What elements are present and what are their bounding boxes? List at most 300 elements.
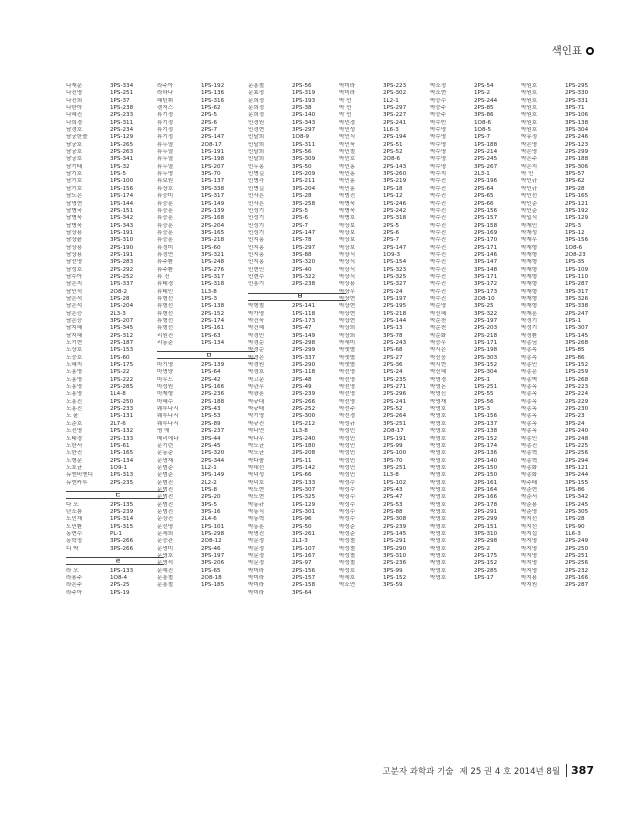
paper-code: 2PS-52 (383, 406, 403, 413)
index-entry (339, 134, 443, 141)
author-name: 남은승 (66, 318, 83, 324)
author-name: 박유정 (521, 134, 538, 141)
author-name: 박재형 (521, 303, 538, 310)
paper-code: 1PS-188 (474, 141, 498, 148)
author-name: 박영호 (430, 575, 447, 582)
author-name: 마혜수 (157, 398, 174, 405)
index-column (339, 83, 443, 590)
index-entry (430, 362, 534, 369)
paper-code: 2PS-1 (474, 376, 491, 383)
author-name: 류정미 (157, 244, 174, 251)
paper-code: 2PS-264 (383, 413, 407, 420)
index-entry (248, 560, 352, 567)
index-entry (248, 428, 352, 435)
index-entry (66, 443, 170, 450)
paper-code: 2PS-5 (201, 112, 218, 119)
author-name: 박준용 (521, 501, 538, 508)
index-entry (430, 553, 534, 560)
author-name: 박형철 (248, 303, 265, 310)
paper-code: 2PS-170 (474, 237, 498, 244)
index-entry (157, 428, 261, 435)
index-entry (248, 436, 352, 443)
paper-code: 2PS-141 (292, 303, 316, 310)
author-name: 박성철 (339, 560, 356, 567)
paper-code: 2PS-164 (474, 486, 498, 493)
author-name: 박수진 (430, 193, 447, 200)
paper-code: 2PS-302 (383, 90, 407, 97)
paper-code: 3PS-290 (383, 545, 407, 552)
paper-code: 2PS-134 (110, 457, 134, 464)
author-name: 박민홍 (339, 185, 356, 192)
author-name: 박원호 (521, 127, 538, 134)
author-name: 박상현 (339, 295, 356, 302)
index-entry (339, 340, 443, 347)
author-name: 박선주 (339, 406, 356, 413)
paper-code: 1PS-53 (201, 413, 221, 420)
author-name: 박상식 (339, 273, 356, 280)
index-entry (66, 90, 170, 97)
index-entry (66, 289, 170, 296)
paper-code: 3PS-59 (383, 582, 403, 589)
index-entry (521, 112, 622, 119)
author-name: 박영호 (430, 560, 447, 567)
author-name: 박신웅 (430, 354, 447, 361)
index-entry (430, 568, 534, 575)
author-name: 박재형 (521, 259, 538, 266)
author-name: 박상우 (339, 288, 356, 295)
author-name: 박종혁 (521, 450, 538, 457)
index-entry (66, 230, 170, 237)
index-entry (66, 582, 170, 589)
index-entry (157, 384, 261, 391)
author-name: 박종혁 (521, 457, 538, 464)
author-name: 박영호 (430, 479, 447, 486)
index-entry (430, 230, 534, 237)
paper-code: 2PS-166 (474, 494, 498, 501)
index-entry (157, 318, 261, 325)
index-entry (430, 193, 534, 200)
paper-code: 3PS-338 (565, 303, 589, 310)
paper-code: 1PS-165 (565, 193, 589, 200)
author-name: 민흥기 (248, 281, 265, 288)
index-entry (157, 186, 261, 193)
author-name: 박민식 (339, 134, 356, 141)
index-entry (157, 340, 261, 347)
paper-code: 2PS-135 (110, 501, 134, 508)
index-entry (66, 223, 170, 230)
paper-code: 3PS-149 (292, 332, 316, 339)
author-name: 박원호 (521, 119, 538, 126)
paper-code: 2PS-263 (110, 149, 134, 156)
index-entry (157, 325, 261, 332)
author-name: 박가영 (248, 310, 265, 317)
paper-code: 1PS-12 (383, 193, 403, 200)
index-entry (430, 105, 534, 112)
author-name: 남기호 (66, 178, 83, 185)
index-entry (430, 142, 534, 149)
author-name: 박종화 (521, 464, 538, 471)
index-entry (66, 362, 170, 369)
index-entry (157, 267, 261, 274)
paper-code: 1PS-28 (292, 193, 312, 200)
index-entry (430, 421, 534, 428)
author-index-grid (66, 83, 602, 751)
index-entry (521, 399, 622, 406)
index-entry (430, 538, 534, 545)
paper-code: 1PS-2 (474, 90, 491, 97)
author-name: 박성민 (339, 450, 356, 457)
paper-code: 1PS-5 (110, 171, 127, 178)
paper-code: 2PS-285 (474, 567, 498, 574)
author-name: 박노균 (248, 450, 265, 457)
index-entry (430, 134, 534, 141)
index-entry (430, 303, 534, 310)
author-name: 박새미 (339, 340, 356, 347)
author-name: 노승호 (66, 354, 83, 361)
index-entry (339, 296, 443, 303)
author-name: 문흥철 (157, 582, 174, 589)
author-name: 문범준 (157, 472, 174, 479)
author-name: 박성수 (339, 516, 356, 523)
index-entry (521, 223, 622, 230)
author-name: 박영호 (430, 530, 447, 537)
paper-code: 2PS-252 (110, 273, 134, 280)
index-entry (157, 472, 261, 479)
author-name: 동학정 (66, 538, 83, 545)
author-name: 박경호 (248, 369, 265, 376)
index-entry (339, 472, 443, 479)
paper-code: 2PS-208 (292, 450, 316, 457)
author-name: 박규태 (248, 406, 265, 413)
paper-code: 3PS-147 (474, 259, 498, 266)
author-name: 박성호 (339, 567, 356, 574)
author-name: 박문정 (248, 538, 265, 545)
paper-code: 1PS-7 (474, 134, 491, 141)
paper-code: 3PS-64 (292, 589, 312, 596)
paper-code: 1PS-298 (201, 530, 225, 537)
author-name: 박영호 (430, 472, 447, 479)
author-name: 박지용 (521, 575, 538, 582)
index-entry (339, 494, 443, 501)
paper-code: 1PS-251 (474, 384, 498, 391)
paper-code: 2PS-97 (292, 560, 312, 567)
index-entry (66, 134, 170, 141)
author-name: 민현수 (248, 273, 265, 280)
paper-code: 3PS-251 (383, 464, 407, 471)
author-name: 박시현 (430, 362, 447, 369)
index-entry (521, 267, 622, 274)
paper-code: 2PS-140 (474, 457, 498, 464)
index-entry (521, 156, 622, 163)
author-name: 노태경 (66, 435, 83, 442)
index-entry (521, 436, 622, 443)
index-entry (339, 377, 443, 384)
author-name: 박도현 (248, 494, 265, 501)
paper-code: 3PS-173 (474, 288, 498, 295)
paper-code: 1PS-342 (110, 215, 134, 222)
index-entry (157, 252, 261, 259)
paper-code: 1PS-37 (110, 97, 130, 104)
paper-code: 2PS-233 (110, 406, 134, 413)
author-name: 박상현 (339, 303, 356, 310)
author-name: 노진영 (66, 428, 83, 435)
paper-code: 2PS-133 (110, 435, 134, 442)
index-entry (430, 318, 534, 325)
author-name: 박준현 (521, 486, 538, 493)
paper-code: 2PS-89 (201, 420, 221, 427)
paper-code: 2PS-156 (474, 207, 498, 214)
index-entry (430, 560, 534, 567)
author-name: 민경원 (248, 119, 265, 126)
index-entry (339, 413, 443, 420)
index-entry (521, 458, 622, 465)
index-entry (66, 112, 170, 119)
paper-code: 1PS-218 (383, 310, 407, 317)
paper-code: 2PS-133 (292, 479, 316, 486)
index-entry (66, 149, 170, 156)
paper-code: 1PS-192 (201, 83, 225, 89)
author-name: 박영호 (430, 567, 447, 574)
index-entry (248, 516, 352, 523)
paper-code: 2PS-25 (110, 582, 130, 589)
index-entry (66, 384, 170, 391)
paper-code: 2PS-178 (474, 501, 498, 508)
author-name: 뉴엔비엔디 (66, 472, 94, 479)
index-entry (157, 458, 261, 465)
author-name: 류승훈 (157, 200, 174, 207)
paper-code: 2PS-137 (474, 420, 498, 427)
index-entry (430, 413, 534, 420)
index-entry (66, 105, 170, 112)
paper-code: 3PS-218 (201, 237, 225, 244)
index-entry (430, 325, 534, 332)
paper-code: 2PS-218 (474, 332, 498, 339)
author-name: 박순천 (430, 318, 447, 324)
paper-code: 2PS-86 (565, 354, 585, 361)
index-entry (248, 134, 352, 141)
page-number: 387 (566, 764, 594, 777)
index-entry (521, 502, 622, 509)
author-name: 박종목 (521, 347, 538, 354)
paper-code: 2PS-196 (474, 178, 498, 185)
paper-code: 2PS-245 (474, 156, 498, 163)
paper-code: 1PS-259 (565, 369, 589, 376)
paper-code: 1PS-60 (110, 354, 130, 361)
index-entry (339, 421, 443, 428)
author-name: 박정기 (521, 325, 538, 332)
author-name: 박상식 (339, 251, 356, 258)
paper-code: 2PS-49 (292, 384, 312, 391)
paper-code: 2O8-18 (201, 575, 222, 582)
paper-code: 2PS-249 (565, 538, 589, 545)
paper-code: 2PS-7 (201, 127, 218, 134)
paper-code: 3PS-258 (292, 200, 316, 207)
author-name: 문희정 (248, 97, 265, 104)
paper-code: 2PS-204 (201, 222, 225, 229)
paper-code: 1PS-131 (110, 413, 134, 420)
author-name: 박영호 (430, 428, 447, 435)
paper-code: 1PS-222 (110, 376, 134, 383)
paper-code: 1PS-317 (201, 273, 225, 280)
paper-code: 3PS-322 (292, 273, 316, 280)
paper-code: 1PS-109 (565, 266, 589, 273)
index-entry (521, 83, 622, 90)
paper-code: 2PS-5 (383, 222, 400, 229)
paper-code: 1PS-24 (383, 369, 403, 376)
paper-code: 1PS-101 (201, 523, 225, 530)
author-name: 박성수 (339, 501, 356, 508)
author-name: 박선영 (339, 369, 356, 376)
index-entry (430, 450, 534, 457)
paper-code: 1PS-295 (565, 83, 589, 89)
index-entry (157, 443, 261, 450)
paper-code: 1PS-191 (110, 229, 134, 236)
author-name: 노한서 (66, 442, 83, 449)
author-name: 박종목 (521, 354, 538, 361)
author-name: 박경순 (248, 347, 265, 354)
author-name: 박영호 (430, 442, 447, 449)
index-entry (521, 90, 622, 97)
author-name: 박수진 (430, 229, 447, 236)
paper-code: 3PS-152 (474, 362, 498, 369)
paper-code: 2PS-43 (201, 406, 221, 413)
author-name: 문희정 (248, 105, 265, 112)
index-entry (157, 201, 261, 208)
index-entry (248, 509, 352, 516)
author-name: 박성수 (339, 494, 356, 501)
index-entry (248, 538, 352, 545)
index-entry (66, 436, 170, 443)
author-name: 박경순 (248, 340, 265, 347)
author-name: 다 오 (66, 501, 79, 508)
author-name: 남병욱 (66, 215, 83, 222)
paper-code: 1PS-197 (383, 295, 407, 302)
paper-code: 1PS-342 (565, 494, 589, 501)
paper-code: 2PS-56 (292, 83, 312, 89)
author-name: 박재훈 (521, 310, 538, 317)
index-entry (66, 333, 170, 340)
paper-code: 3PS-148 (474, 266, 498, 273)
author-name: 문범준 (157, 464, 174, 471)
author-name: 남기호 (66, 171, 83, 178)
paper-code: 2PS-52 (383, 149, 403, 156)
author-name: 박수진 (430, 200, 447, 207)
author-name: 박 민 (339, 112, 352, 119)
paper-code: 1PS-307 (565, 325, 589, 332)
index-entry (521, 134, 622, 141)
paper-code: 1PS-1 (565, 318, 582, 324)
author-name: 박수영 (430, 149, 447, 156)
author-name: 박다솔 (248, 457, 265, 464)
paper-code: 2PS-188 (201, 398, 225, 405)
paper-code: 2PS-168 (201, 215, 225, 222)
author-name: 박소정 (430, 83, 447, 89)
paper-code: 2PS-47 (383, 494, 403, 501)
author-name: 노준호 (66, 420, 83, 427)
paper-code: 1PS-250 (110, 398, 134, 405)
index-entry (157, 487, 261, 494)
index-entry (248, 281, 352, 288)
author-name: 박지선 (521, 523, 538, 530)
paper-code: 2PS-56 (474, 398, 494, 405)
paper-code: 1PS-65 (201, 567, 221, 574)
paper-code: 2PS-214 (474, 149, 498, 156)
paper-code: 3PS-227 (383, 112, 407, 119)
index-entry (66, 391, 170, 398)
index-entry (521, 377, 622, 384)
author-name: 박승주 (430, 112, 447, 119)
author-name: 박동혁 (248, 516, 265, 523)
author-name: 박종옥 (521, 420, 538, 427)
author-name: 박상식 (339, 266, 356, 273)
paper-code: 2PS-236 (201, 391, 225, 398)
paper-code: 2PS-151 (474, 523, 498, 530)
index-entry (430, 171, 534, 178)
paper-code: 1PS-35 (565, 259, 585, 266)
index-entry (339, 347, 443, 354)
author-name: 박지섭 (521, 530, 538, 537)
index-column (521, 83, 622, 590)
index-entry (430, 237, 534, 244)
index-entry (339, 524, 443, 531)
author-name: 류두열 (157, 149, 174, 156)
author-name: 박 민 (339, 105, 352, 112)
index-entry (521, 333, 622, 340)
author-name: 박종옥 (521, 428, 538, 435)
index-entry (157, 98, 261, 105)
index-entry (248, 458, 352, 465)
paper-code: 1PS-132 (110, 428, 134, 435)
author-name: 박준영 (521, 508, 538, 515)
index-entry (339, 406, 443, 413)
author-name: 박지영 (521, 538, 538, 545)
index-entry (339, 443, 443, 450)
author-name: 박승주 (430, 105, 447, 112)
index-entry (157, 524, 261, 531)
section-heading: ㄹ (66, 553, 170, 568)
paper-code: 1PS-238 (110, 105, 134, 112)
index-entry (66, 399, 170, 406)
paper-code: 2PS-7 (292, 222, 309, 229)
paper-code: 1PS-337 (110, 281, 134, 288)
index-entry (157, 281, 261, 288)
author-name: 박정기 (521, 318, 538, 324)
paper-code: 1PS-3 (474, 406, 491, 413)
author-name: 박영호 (430, 545, 447, 552)
author-name: 박지영 (521, 567, 538, 574)
paper-code: 2PS-318 (383, 215, 407, 222)
paper-code: 1PS-18 (383, 185, 403, 192)
index-entry (248, 568, 352, 575)
author-name: 민달희 (248, 149, 265, 156)
index-entry (157, 193, 261, 200)
index-entry (339, 325, 443, 332)
paper-code: 1PS-204 (110, 303, 134, 310)
index-entry (248, 156, 352, 163)
paper-code: 3PS-118 (292, 369, 316, 376)
index-entry (430, 311, 534, 318)
author-name: 류형선 (157, 310, 174, 317)
index-entry (430, 120, 534, 127)
paper-code: 2PS-344 (201, 457, 225, 464)
index-entry (157, 245, 261, 252)
paper-code: 1PS-102 (383, 479, 407, 486)
author-name: 박민홍 (339, 178, 356, 185)
author-name: 박종옥 (521, 413, 538, 420)
author-name: 박상식 (339, 259, 356, 266)
author-name: 박수진 (430, 244, 447, 251)
author-name: 박원호 (521, 90, 538, 97)
